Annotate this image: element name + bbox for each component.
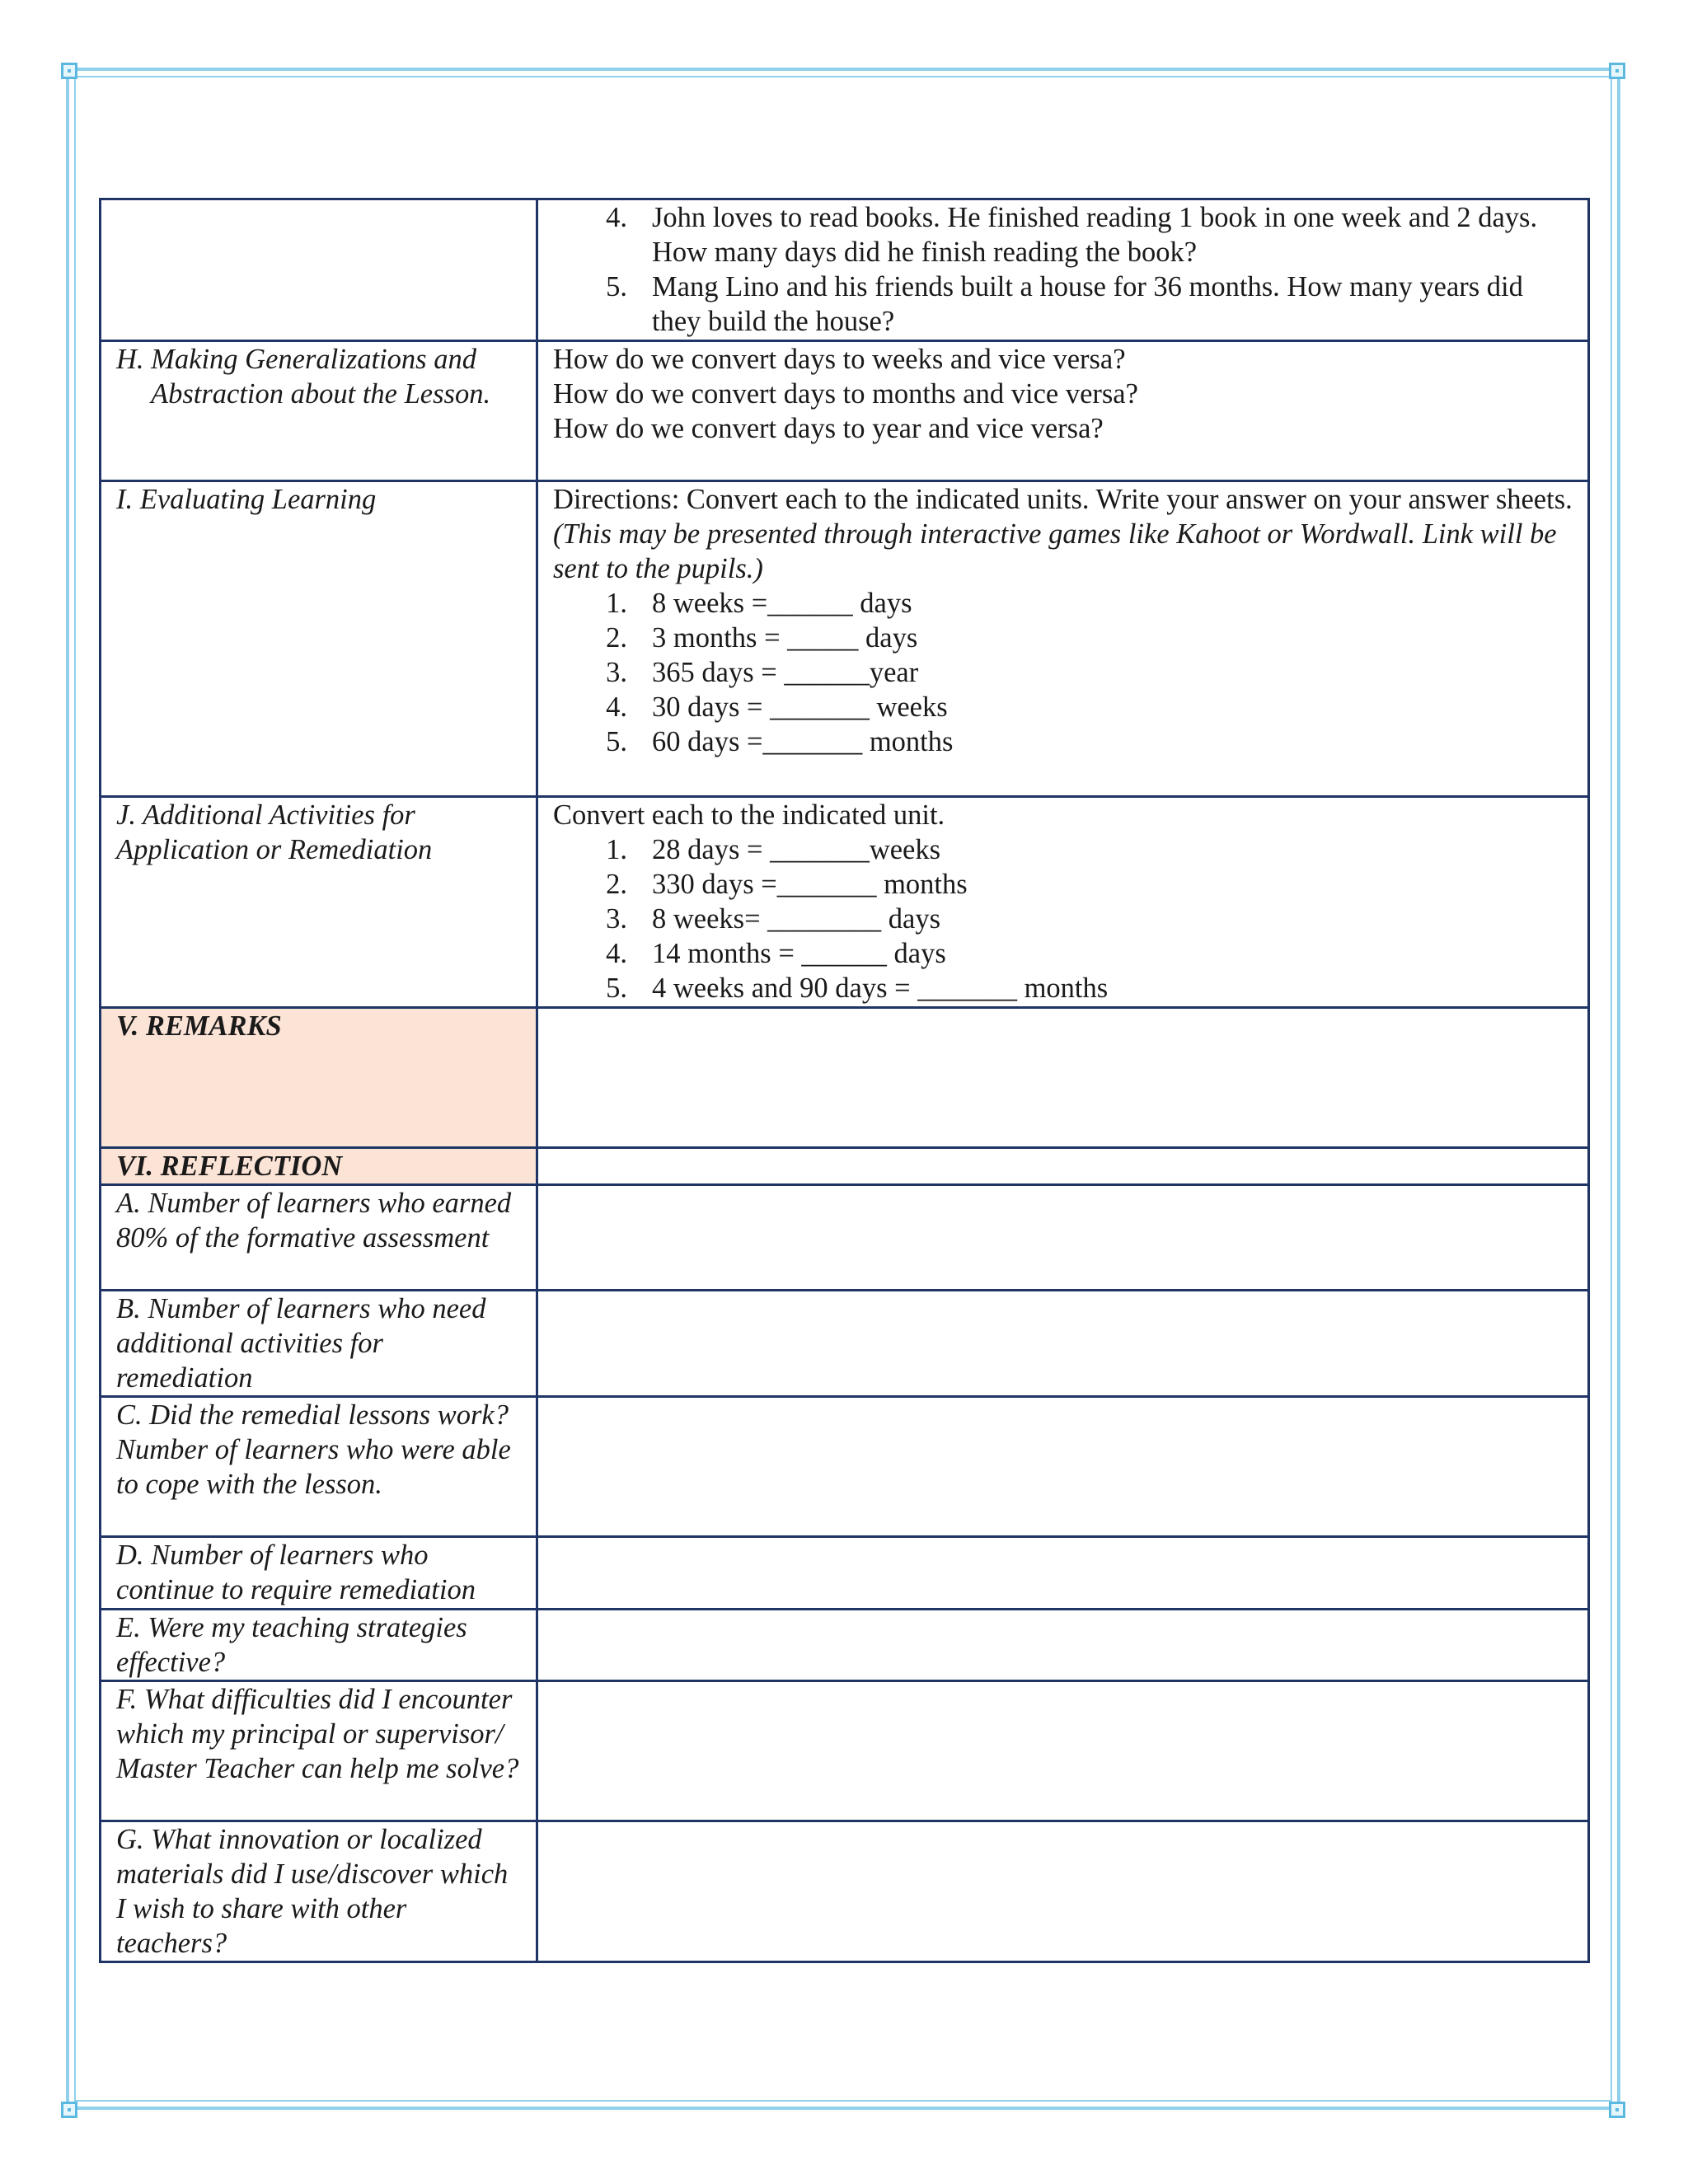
item-number: 4. bbox=[606, 691, 627, 724]
generalization-question: How do we convert days to year and vice versa? bbox=[553, 413, 1104, 445]
generalization-question: How do we convert days to weeks and vice versa? bbox=[553, 344, 1126, 376]
reflection-question-a: A. Number of learners who earned 80% of the formative assessment bbox=[101, 1185, 537, 1291]
reflection-question-f: F. What difficulties did I encounter which my principal or supervisor/ Master Teacher can help me solve? bbox=[101, 1680, 537, 1821]
reflection-question-c: C. Did the remedial lessons work? Number of learners who were able to cope with the lesson. bbox=[101, 1397, 537, 1537]
continuation-list bbox=[553, 200, 1573, 339]
section-h-label: H. Making Generalizations and Abstraction about the Lesson. bbox=[101, 341, 537, 481]
item-text: 28 days = _______weeks bbox=[652, 833, 941, 865]
evaluation-list bbox=[553, 586, 1573, 759]
generalization-question: How do we convert days to months and vice versa? bbox=[553, 378, 1138, 410]
item-number: 4. bbox=[606, 937, 627, 969]
reflection-row-e bbox=[101, 1609, 1589, 1680]
item-text: 4 weeks and 90 days = _______ months bbox=[652, 972, 1109, 1004]
item-text: 14 months = ______ days bbox=[652, 937, 946, 969]
item-number: 4. bbox=[606, 202, 627, 233]
directions-note: (This may be presented through interactive games like Kahoot or Wordwall. Link will be sent to the pupils.) bbox=[553, 518, 1557, 585]
remediation-intro: Convert each to the indicated unit. bbox=[553, 799, 945, 831]
item-number: 5. bbox=[606, 972, 627, 1004]
reflection-question-d: D. Number of learners who continue to require remediation bbox=[101, 1537, 537, 1609]
item-number: 3. bbox=[606, 902, 627, 935]
reflection-answer-g bbox=[537, 1821, 1589, 1961]
corner-ornament-top-left bbox=[61, 63, 77, 79]
item-text: John loves to read books. He finished reading 1 book in one week and 2 days. How many days did he finish reading the book? bbox=[652, 202, 1538, 268]
remediation-list bbox=[553, 832, 1573, 1005]
item-text: 330 days =_______ months bbox=[652, 868, 968, 900]
reflection-row-g bbox=[101, 1821, 1589, 1961]
item-number: 2. bbox=[606, 868, 627, 900]
continuation-label-cell bbox=[101, 199, 537, 341]
section-h-content bbox=[537, 341, 1589, 481]
continuation-content-cell bbox=[537, 199, 1589, 341]
section-i-content bbox=[537, 481, 1589, 796]
remarks-row bbox=[101, 1007, 1589, 1147]
list-item bbox=[553, 269, 1573, 339]
reflection-header-content bbox=[537, 1148, 1589, 1185]
reflection-row-b bbox=[101, 1291, 1589, 1397]
corner-ornament-top-right bbox=[1609, 63, 1625, 79]
item-number: 5. bbox=[606, 726, 627, 758]
reflection-question-b: B. Number of learners who need additional activities for remediation bbox=[101, 1291, 537, 1397]
evaluation-directions bbox=[553, 482, 1573, 586]
item-number: 1. bbox=[606, 833, 627, 865]
list-item bbox=[553, 724, 1573, 759]
reflection-row-a bbox=[101, 1185, 1589, 1291]
item-text: 8 weeks =______ days bbox=[652, 588, 912, 620]
reflection-header-row bbox=[101, 1148, 1589, 1185]
list-item bbox=[553, 586, 1573, 621]
remarks-header: V. REMARKS bbox=[101, 1007, 537, 1147]
reflection-answer-b bbox=[537, 1291, 1589, 1397]
list-item bbox=[553, 832, 1573, 867]
reflection-answer-f bbox=[537, 1680, 1589, 1821]
list-item bbox=[553, 867, 1573, 902]
reflection-answer-d bbox=[537, 1537, 1589, 1609]
item-text: Mang Lino and his friends built a house for 36 months. How many years did they build the house? bbox=[652, 271, 1523, 337]
reflection-answer-e bbox=[537, 1609, 1589, 1680]
list-item bbox=[553, 936, 1573, 971]
section-j-row bbox=[101, 796, 1589, 1007]
remarks-content bbox=[537, 1007, 1589, 1147]
list-item bbox=[553, 200, 1573, 269]
reflection-header: VI. REFLECTION bbox=[101, 1148, 537, 1185]
directions-text: Directions: Convert each to the indicated units. Write your answer on your answer sheets. bbox=[553, 484, 1573, 516]
item-number: 5. bbox=[606, 271, 627, 302]
reflection-answer-a bbox=[537, 1185, 1589, 1291]
section-j-content bbox=[537, 796, 1589, 1007]
reflection-row-f bbox=[101, 1680, 1589, 1821]
corner-ornament-bottom-right bbox=[1609, 2102, 1625, 2118]
list-item bbox=[553, 655, 1573, 690]
reflection-answer-c bbox=[537, 1397, 1589, 1537]
item-number: 3. bbox=[606, 657, 627, 689]
continuation-row bbox=[101, 199, 1589, 341]
section-i-row bbox=[101, 481, 1589, 796]
item-text: 30 days = _______ weeks bbox=[652, 691, 948, 724]
lesson-plan-table bbox=[99, 198, 1590, 1963]
item-text: 3 months = _____ days bbox=[652, 622, 918, 654]
item-text: 8 weeks= ________ days bbox=[652, 902, 941, 935]
item-text: 60 days =_______ months bbox=[652, 726, 954, 758]
reflection-question-e: E. Were my teaching strategies effective? bbox=[101, 1609, 537, 1680]
section-i-label: I. Evaluating Learning bbox=[101, 481, 537, 796]
reflection-row-c bbox=[101, 1397, 1589, 1537]
list-item bbox=[553, 971, 1573, 1005]
item-text: 365 days = ______year bbox=[652, 657, 919, 689]
list-item bbox=[553, 621, 1573, 655]
list-item bbox=[553, 902, 1573, 936]
item-number: 1. bbox=[606, 588, 627, 620]
reflection-question-g: G. What innovation or localized materials did I use/discover which I wish to share with other teachers? bbox=[101, 1821, 537, 1961]
corner-ornament-bottom-left bbox=[61, 2102, 77, 2118]
item-number: 2. bbox=[606, 622, 627, 654]
reflection-row-d bbox=[101, 1537, 1589, 1609]
section-h-row bbox=[101, 341, 1589, 481]
list-item bbox=[553, 690, 1573, 724]
section-j-label: J. Additional Activities for Application or Remediation bbox=[101, 796, 537, 1007]
